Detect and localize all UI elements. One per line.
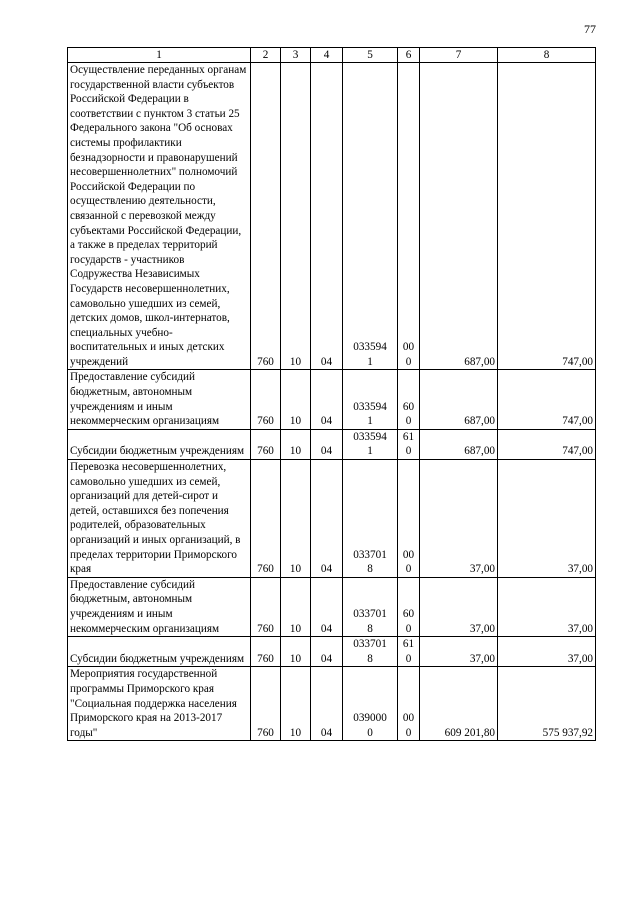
- cell-col2: 760: [251, 667, 281, 741]
- cell-col4: 04: [311, 637, 343, 667]
- cell-col2: 760: [251, 429, 281, 459]
- budget-table: [67, 47, 596, 741]
- cell-col3: 10: [281, 577, 311, 636]
- cell-col3: 10: [281, 370, 311, 429]
- cell-col8: 747,00: [498, 429, 596, 459]
- row-name: Предоставление субсидий бюджетным, автономным учреждениям и иным некоммерческим организациям: [68, 370, 251, 429]
- cell-col4: 04: [311, 429, 343, 459]
- cell-col6: [398, 370, 420, 429]
- code-part: 00: [402, 548, 415, 561]
- code-part: 8: [367, 563, 373, 576]
- table-row: [68, 429, 596, 459]
- cell-col3: 10: [281, 637, 311, 667]
- row-name: Субсидии бюджетным учреждениям: [68, 637, 251, 667]
- code-part: 0: [405, 726, 412, 739]
- cell-col8: 747,00: [498, 370, 596, 429]
- code-part: 039000: [353, 712, 387, 725]
- code-part: 1: [367, 415, 373, 428]
- cell-col7: 37,00: [420, 637, 498, 667]
- code-part: 0: [405, 445, 412, 458]
- code-part: 033594: [353, 430, 387, 443]
- column-header: 7: [420, 48, 498, 63]
- cell-col4: 04: [311, 460, 343, 578]
- cell-col7: 687,00: [420, 63, 498, 370]
- code-part: 00: [402, 712, 415, 725]
- cell-col5: [343, 577, 398, 636]
- row-name: Перевозка несовершеннолетних, самовольно ушедших из семей, организаций для детей-сирот и детей, оставшихся без попечения родителей, образовательных организаций и иных организаций, в пределах территории Приморского края: [68, 460, 251, 578]
- table-row: [68, 370, 596, 429]
- cell-col2: 760: [251, 63, 281, 370]
- column-header: 4: [311, 48, 343, 63]
- cell-col7: 687,00: [420, 370, 498, 429]
- code-part: 1: [367, 355, 373, 368]
- code-part: 1: [367, 445, 373, 458]
- cell-col8: 575 937,92: [498, 667, 596, 741]
- cell-col2: 760: [251, 637, 281, 667]
- cell-col5: [343, 637, 398, 667]
- cell-col5: [343, 667, 398, 741]
- row-name: Субсидии бюджетным учреждениям: [68, 429, 251, 459]
- cell-col6: [398, 667, 420, 741]
- code-part: 0: [405, 563, 412, 576]
- code-part: 60: [402, 607, 415, 620]
- cell-col3: 10: [281, 429, 311, 459]
- cell-col6: [398, 577, 420, 636]
- code-part: 033701: [353, 607, 387, 620]
- code-part: 00: [402, 341, 415, 354]
- code-part: 0: [405, 622, 412, 635]
- code-part: 033701: [353, 638, 387, 651]
- row-name: Предоставление субсидий бюджетным, автономным учреждениям и иным некоммерческим организациям: [68, 577, 251, 636]
- row-name: Осуществление переданных органам государственной власти субъектов Российской Федерации в соответствии с пунктом 3 статьи 25 Федерального закона "Об основах системы профилактики безнадзорности и правонарушений несовершеннолетних" полномочий Российской Федерации по осуществлению деятельности, связанной с перевозкой между субъектами Российской Федерации, а также в пределах территорий государств - участников Содружества Независимых Государств несовершеннолетних, самовольно ушедших из семей, детских домов, школ-интернатов, специальных учебно-воспитательных и иных детских учреждений: [68, 63, 251, 370]
- row-name: Мероприятия государственной программы Приморского края "Социальная поддержка населения Приморского края на 2013-2017 годы": [68, 667, 251, 741]
- cell-col4: 04: [311, 667, 343, 741]
- table-row: [68, 637, 596, 667]
- code-part: 61: [402, 638, 415, 651]
- cell-col3: 10: [281, 667, 311, 741]
- code-part: 033594: [353, 400, 387, 413]
- cell-col8: 37,00: [498, 577, 596, 636]
- cell-col6: [398, 637, 420, 667]
- cell-col2: 760: [251, 370, 281, 429]
- cell-col5: [343, 429, 398, 459]
- code-part: 033701: [353, 548, 387, 561]
- page-number: 77: [584, 22, 596, 36]
- cell-col4: 04: [311, 577, 343, 636]
- cell-col6: [398, 63, 420, 370]
- code-part: 0: [405, 415, 412, 428]
- cell-col8: 747,00: [498, 63, 596, 370]
- cell-col7: 687,00: [420, 429, 498, 459]
- cell-col5: [343, 370, 398, 429]
- cell-col5: [343, 460, 398, 578]
- code-part: 033594: [353, 341, 387, 354]
- cell-col5: [343, 63, 398, 370]
- header-row: [68, 48, 596, 63]
- code-part: 61: [402, 430, 415, 443]
- cell-col2: 760: [251, 577, 281, 636]
- code-part: 0: [367, 726, 373, 739]
- cell-col6: [398, 429, 420, 459]
- cell-col7: 609 201,80: [420, 667, 498, 741]
- column-header: 1: [68, 48, 251, 63]
- code-part: 0: [405, 652, 412, 665]
- cell-col3: 10: [281, 460, 311, 578]
- cell-col4: 04: [311, 63, 343, 370]
- table-row: [68, 667, 596, 741]
- code-part: 8: [367, 652, 373, 665]
- table-row: [68, 460, 596, 578]
- column-header: 8: [498, 48, 596, 63]
- cell-col3: 10: [281, 63, 311, 370]
- cell-col8: 37,00: [498, 460, 596, 578]
- cell-col7: 37,00: [420, 577, 498, 636]
- cell-col2: 760: [251, 460, 281, 578]
- code-part: 0: [405, 355, 412, 368]
- cell-col8: 37,00: [498, 637, 596, 667]
- table-row: [68, 577, 596, 636]
- cell-col7: 37,00: [420, 460, 498, 578]
- column-header: 2: [251, 48, 281, 63]
- code-part: 8: [367, 622, 373, 635]
- code-part: 60: [402, 400, 415, 413]
- column-header: 6: [398, 48, 420, 63]
- cell-col6: [398, 460, 420, 578]
- column-header: 5: [343, 48, 398, 63]
- cell-col4: 04: [311, 370, 343, 429]
- column-header: 3: [281, 48, 311, 63]
- table-row: [68, 63, 596, 370]
